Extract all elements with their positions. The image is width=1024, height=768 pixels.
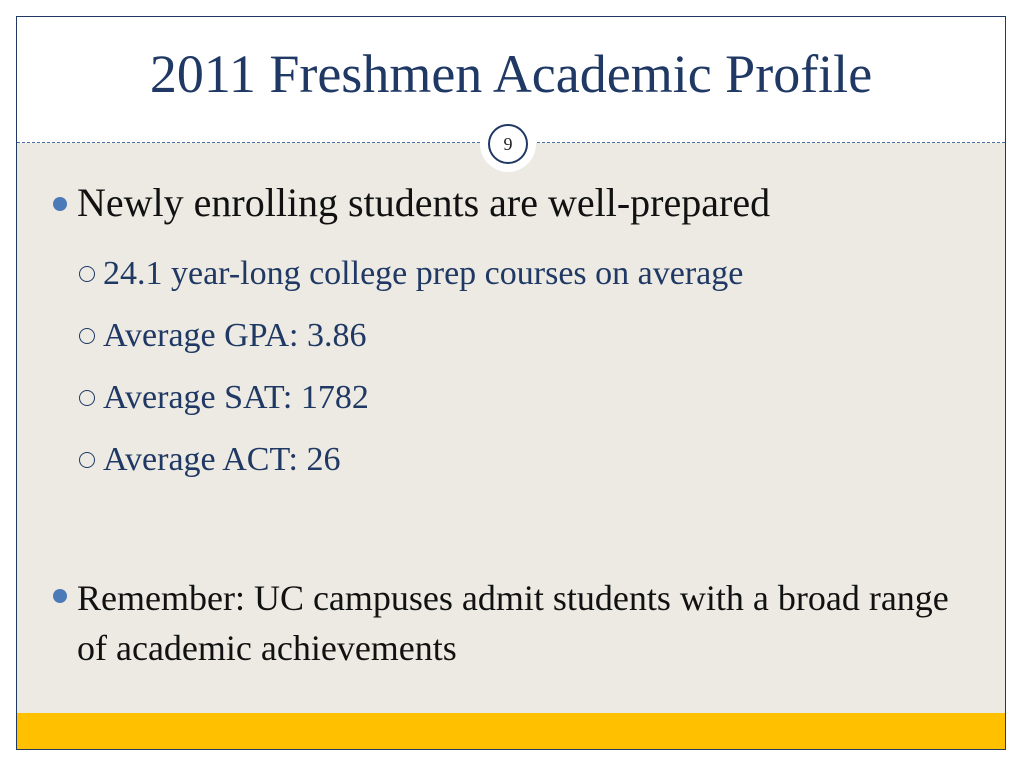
bullet-dot-icon (53, 589, 67, 603)
sub-bullet-circle-icon (79, 328, 95, 344)
sub-bullet-circle-icon (79, 390, 95, 406)
footer-band (17, 713, 1005, 749)
sub-bullet-text: Average GPA: 3.86 (103, 317, 367, 354)
sub-bullet-text: 24.1 year-long college prep courses on average (103, 255, 744, 292)
sub-bullet-circle-icon (79, 452, 95, 468)
sub-bullet-text: Average ACT: 26 (103, 441, 341, 478)
sub-bullet-circle-icon (79, 266, 95, 282)
slide (16, 16, 1006, 750)
bullet-dot-icon (53, 197, 67, 211)
slide-number-badge: 9 (488, 124, 528, 164)
bullet-text: Newly enrolling students are well-prepared (77, 180, 771, 225)
sub-bullet-text: Average SAT: 1782 (103, 379, 369, 416)
slide-title: 2011 Freshmen Academic Profile (149, 44, 873, 104)
bullet-text: Remember: UC campuses admit students with a broad range of academic achievements (77, 578, 949, 668)
